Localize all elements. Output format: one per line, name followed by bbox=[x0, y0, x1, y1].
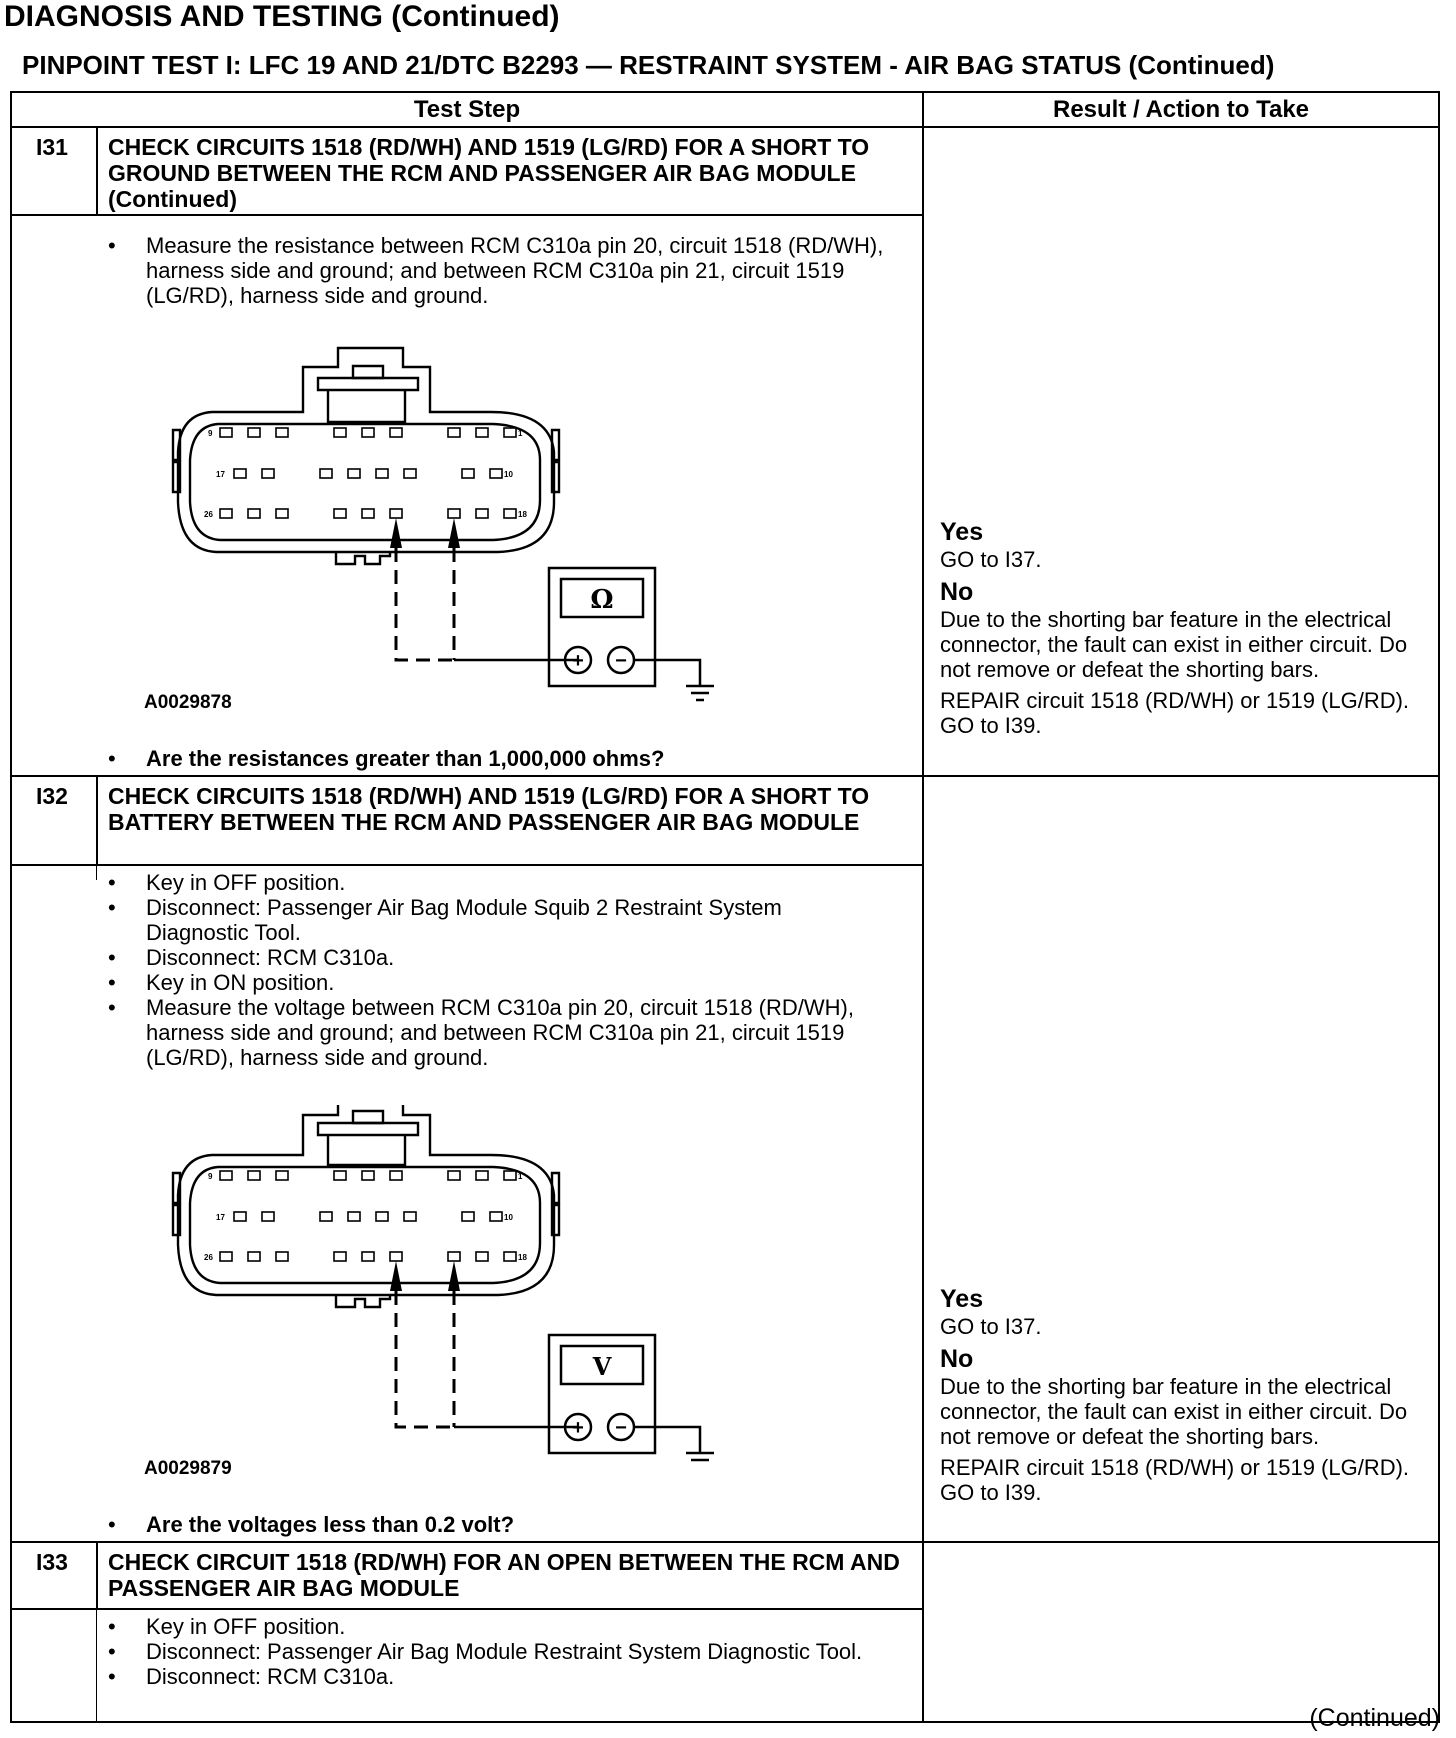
instruction-item: • Disconnect: RCM C310a. bbox=[108, 945, 888, 970]
step-heading: CHECK CIRCUITS 1518 (RD/WH) AND 1519 (LG/RD) FOR A SHORT TO GROUND BETWEEN THE RCM AND PASSENGER AIR BAG MODULE (Continued) bbox=[108, 134, 870, 212]
minus-sign: − bbox=[615, 1417, 627, 1439]
pin-label: 18 bbox=[518, 510, 527, 519]
instruction-item: • Key in OFF position. bbox=[108, 1614, 888, 1639]
column-header-test-step: Test Step bbox=[413, 96, 521, 123]
step-heading: CHECK CIRCUITS 1518 (RD/WH) AND 1519 (LG/RD) FOR A SHORT TO BATTERY BETWEEN THE RCM AND PASSENGER AIR BAG MODULE bbox=[108, 783, 870, 835]
pin-label: 17 bbox=[216, 470, 225, 479]
continued-note: (Continued) bbox=[1309, 1704, 1440, 1732]
yes-action: GO to I37. bbox=[940, 1314, 1042, 1339]
instruction-item: • Measure the voltage between RCM C310a pin 20, circuit 1518 (RD/WH), harness side and ground; and between RCM C310a pin 21, circuit 1519 (LG/RD), harness side and ground. bbox=[108, 995, 888, 1070]
yes-label: Yes bbox=[940, 1285, 984, 1313]
pin-label: 9 bbox=[208, 429, 213, 438]
no-text: Due to the shorting bar feature in the electrical connector, the fault can exist in either circuit. Do not remove or defeat the shorting bars. bbox=[940, 1374, 1408, 1449]
pin-label: 10 bbox=[504, 470, 513, 479]
minus-sign: − bbox=[615, 650, 627, 672]
instruction-item: • Key in ON position. bbox=[108, 970, 888, 995]
pin-label: 18 bbox=[518, 1253, 527, 1262]
page-title: DIAGNOSIS AND TESTING (Continued) bbox=[4, 0, 560, 33]
pin-label: 17 bbox=[216, 1213, 225, 1222]
figure-id: A0029879 bbox=[144, 1458, 232, 1479]
connector-resistance-diagram bbox=[168, 342, 728, 702]
volt-symbol: V bbox=[592, 1352, 612, 1381]
instruction-item: • Disconnect: Passenger Air Bag Module Squib 2 Restraint System Diagnostic Tool. bbox=[108, 895, 888, 945]
connector-voltage-diagram bbox=[168, 1105, 728, 1465]
result-block bbox=[940, 1285, 1440, 1505]
column-header-result: Result / Action to Take bbox=[1052, 96, 1310, 123]
test-question: • Are the voltages less than 0.2 volt? bbox=[108, 1512, 514, 1538]
yes-action: GO to I37. bbox=[940, 547, 1042, 572]
step-number: I33 bbox=[36, 1549, 68, 1575]
no-label: No bbox=[940, 1345, 974, 1373]
figure-id: A0029878 bbox=[144, 692, 232, 713]
step-number: I31 bbox=[36, 134, 68, 160]
pin-label: 9 bbox=[208, 1172, 213, 1181]
pin-label: 10 bbox=[504, 1213, 513, 1222]
plus-sign: + bbox=[572, 650, 584, 672]
pin-label: 26 bbox=[204, 510, 213, 519]
yes-label: Yes bbox=[940, 518, 984, 546]
step-heading: CHECK CIRCUIT 1518 (RD/WH) FOR AN OPEN BETWEEN THE RCM AND PASSENGER AIR BAG MODULE bbox=[108, 1549, 900, 1601]
result-block bbox=[940, 518, 1440, 738]
plus-sign: + bbox=[572, 1417, 584, 1439]
pin-label: 26 bbox=[204, 1253, 213, 1262]
instruction-item: • Disconnect: Passenger Air Bag Module Restraint System Diagnostic Tool. bbox=[108, 1639, 888, 1664]
step-instructions bbox=[108, 870, 888, 1070]
instruction-item: • Measure the resistance between RCM C310a pin 20, circuit 1518 (RD/WH), harness side and ground; and between RCM C310a pin 21, circuit 1519 (LG/RD), harness side and ground. bbox=[108, 233, 888, 308]
no-text: Due to the shorting bar feature in the electrical connector, the fault can exist in either circuit. Do not remove or defeat the shorting bars. bbox=[940, 607, 1408, 682]
no-repair: REPAIR circuit 1518 (RD/WH) or 1519 (LG/RD). GO to I39. bbox=[940, 688, 1410, 738]
instruction-item: • Key in OFF position. bbox=[108, 870, 888, 895]
no-repair: REPAIR circuit 1518 (RD/WH) or 1519 (LG/RD). GO to I39. bbox=[940, 1455, 1410, 1505]
step-instructions bbox=[108, 1614, 888, 1689]
instruction-item: • Disconnect: RCM C310a. bbox=[108, 1664, 888, 1689]
pin-label: 1 bbox=[518, 1172, 523, 1181]
no-label: No bbox=[940, 578, 974, 606]
step-instructions bbox=[108, 233, 888, 308]
ohm-symbol: Ω bbox=[590, 585, 614, 615]
pin-label: 1 bbox=[518, 429, 523, 438]
pinpoint-test-subtitle: PINPOINT TEST I: LFC 19 AND 21/DTC B2293 — RESTRAINT SYSTEM - AIR BAG STATUS (Continued) bbox=[22, 50, 1275, 80]
step-number: I32 bbox=[36, 783, 68, 809]
test-question: • Are the resistances greater than 1,000,000 ohms? bbox=[108, 746, 664, 772]
